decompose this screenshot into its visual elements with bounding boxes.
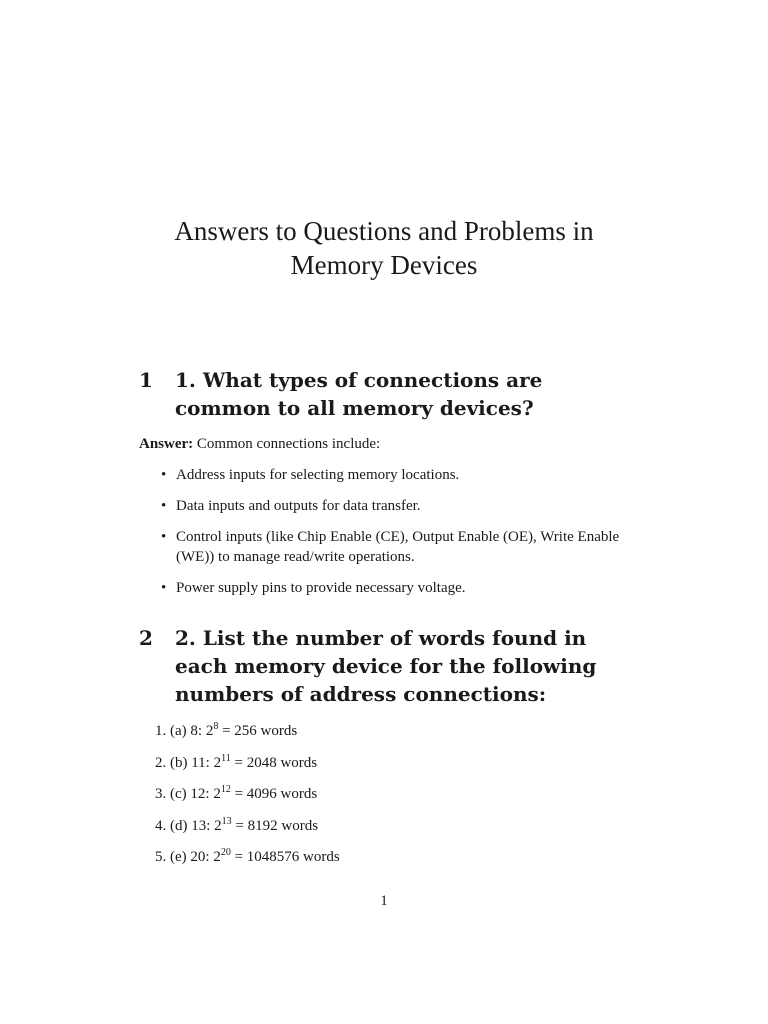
bullet-icon: • — [161, 529, 167, 545]
list-item: 1. (a) 8: $2^8 = 256$ words — [155, 721, 298, 739]
title-line-1: Answers to Questions and Problems in — [174, 216, 594, 246]
section-1-number: 1 — [139, 368, 153, 392]
section-1-title: 1. What types of connections are common to all memory devices? — [175, 368, 543, 420]
list-item: • Power supply pins to provide necessary voltage. — [161, 580, 466, 596]
section-2-title: 2. List the number of words found in each memory device for the following numbers of address connections: — [175, 626, 597, 706]
list-item: • Address inputs for selecting memory locations. — [161, 467, 460, 483]
list-item: 5. (e) 20: $2^{20} = 1048576$ words — [155, 847, 340, 865]
title-line-2: Memory Devices — [290, 250, 478, 280]
address-words-list — [155, 721, 340, 879]
list-item: 2. (b) 11: $2^{11} = 2048$ words — [155, 752, 318, 771]
connections-list — [160, 465, 630, 609]
bullet-icon: • — [161, 498, 167, 514]
section-1-answer — [139, 434, 380, 454]
page-number: 1 — [380, 893, 388, 909]
section-2-heading — [139, 624, 639, 708]
list-item: 3. (c) 12: $2^{12} = 4096$ words — [155, 784, 318, 802]
list-item: • Control inputs (like Chip Enable (CE), Output Enable (OE), Write Enable (WE)) to manage read/write operations. — [161, 529, 620, 565]
section-1-heading — [139, 366, 639, 422]
section-2-number: 2 — [139, 626, 153, 650]
bullet-icon: • — [161, 580, 167, 596]
list-item: • Data inputs and outputs for data transfer. — [161, 498, 421, 514]
document-title — [0, 214, 768, 282]
answer-text: Common connections include: — [196, 436, 381, 452]
bullet-icon: • — [161, 467, 167, 483]
list-item: 4. (d) 13: $2^{13} = 8192$ words — [155, 815, 319, 834]
answer-label: Answer: — [139, 436, 194, 452]
